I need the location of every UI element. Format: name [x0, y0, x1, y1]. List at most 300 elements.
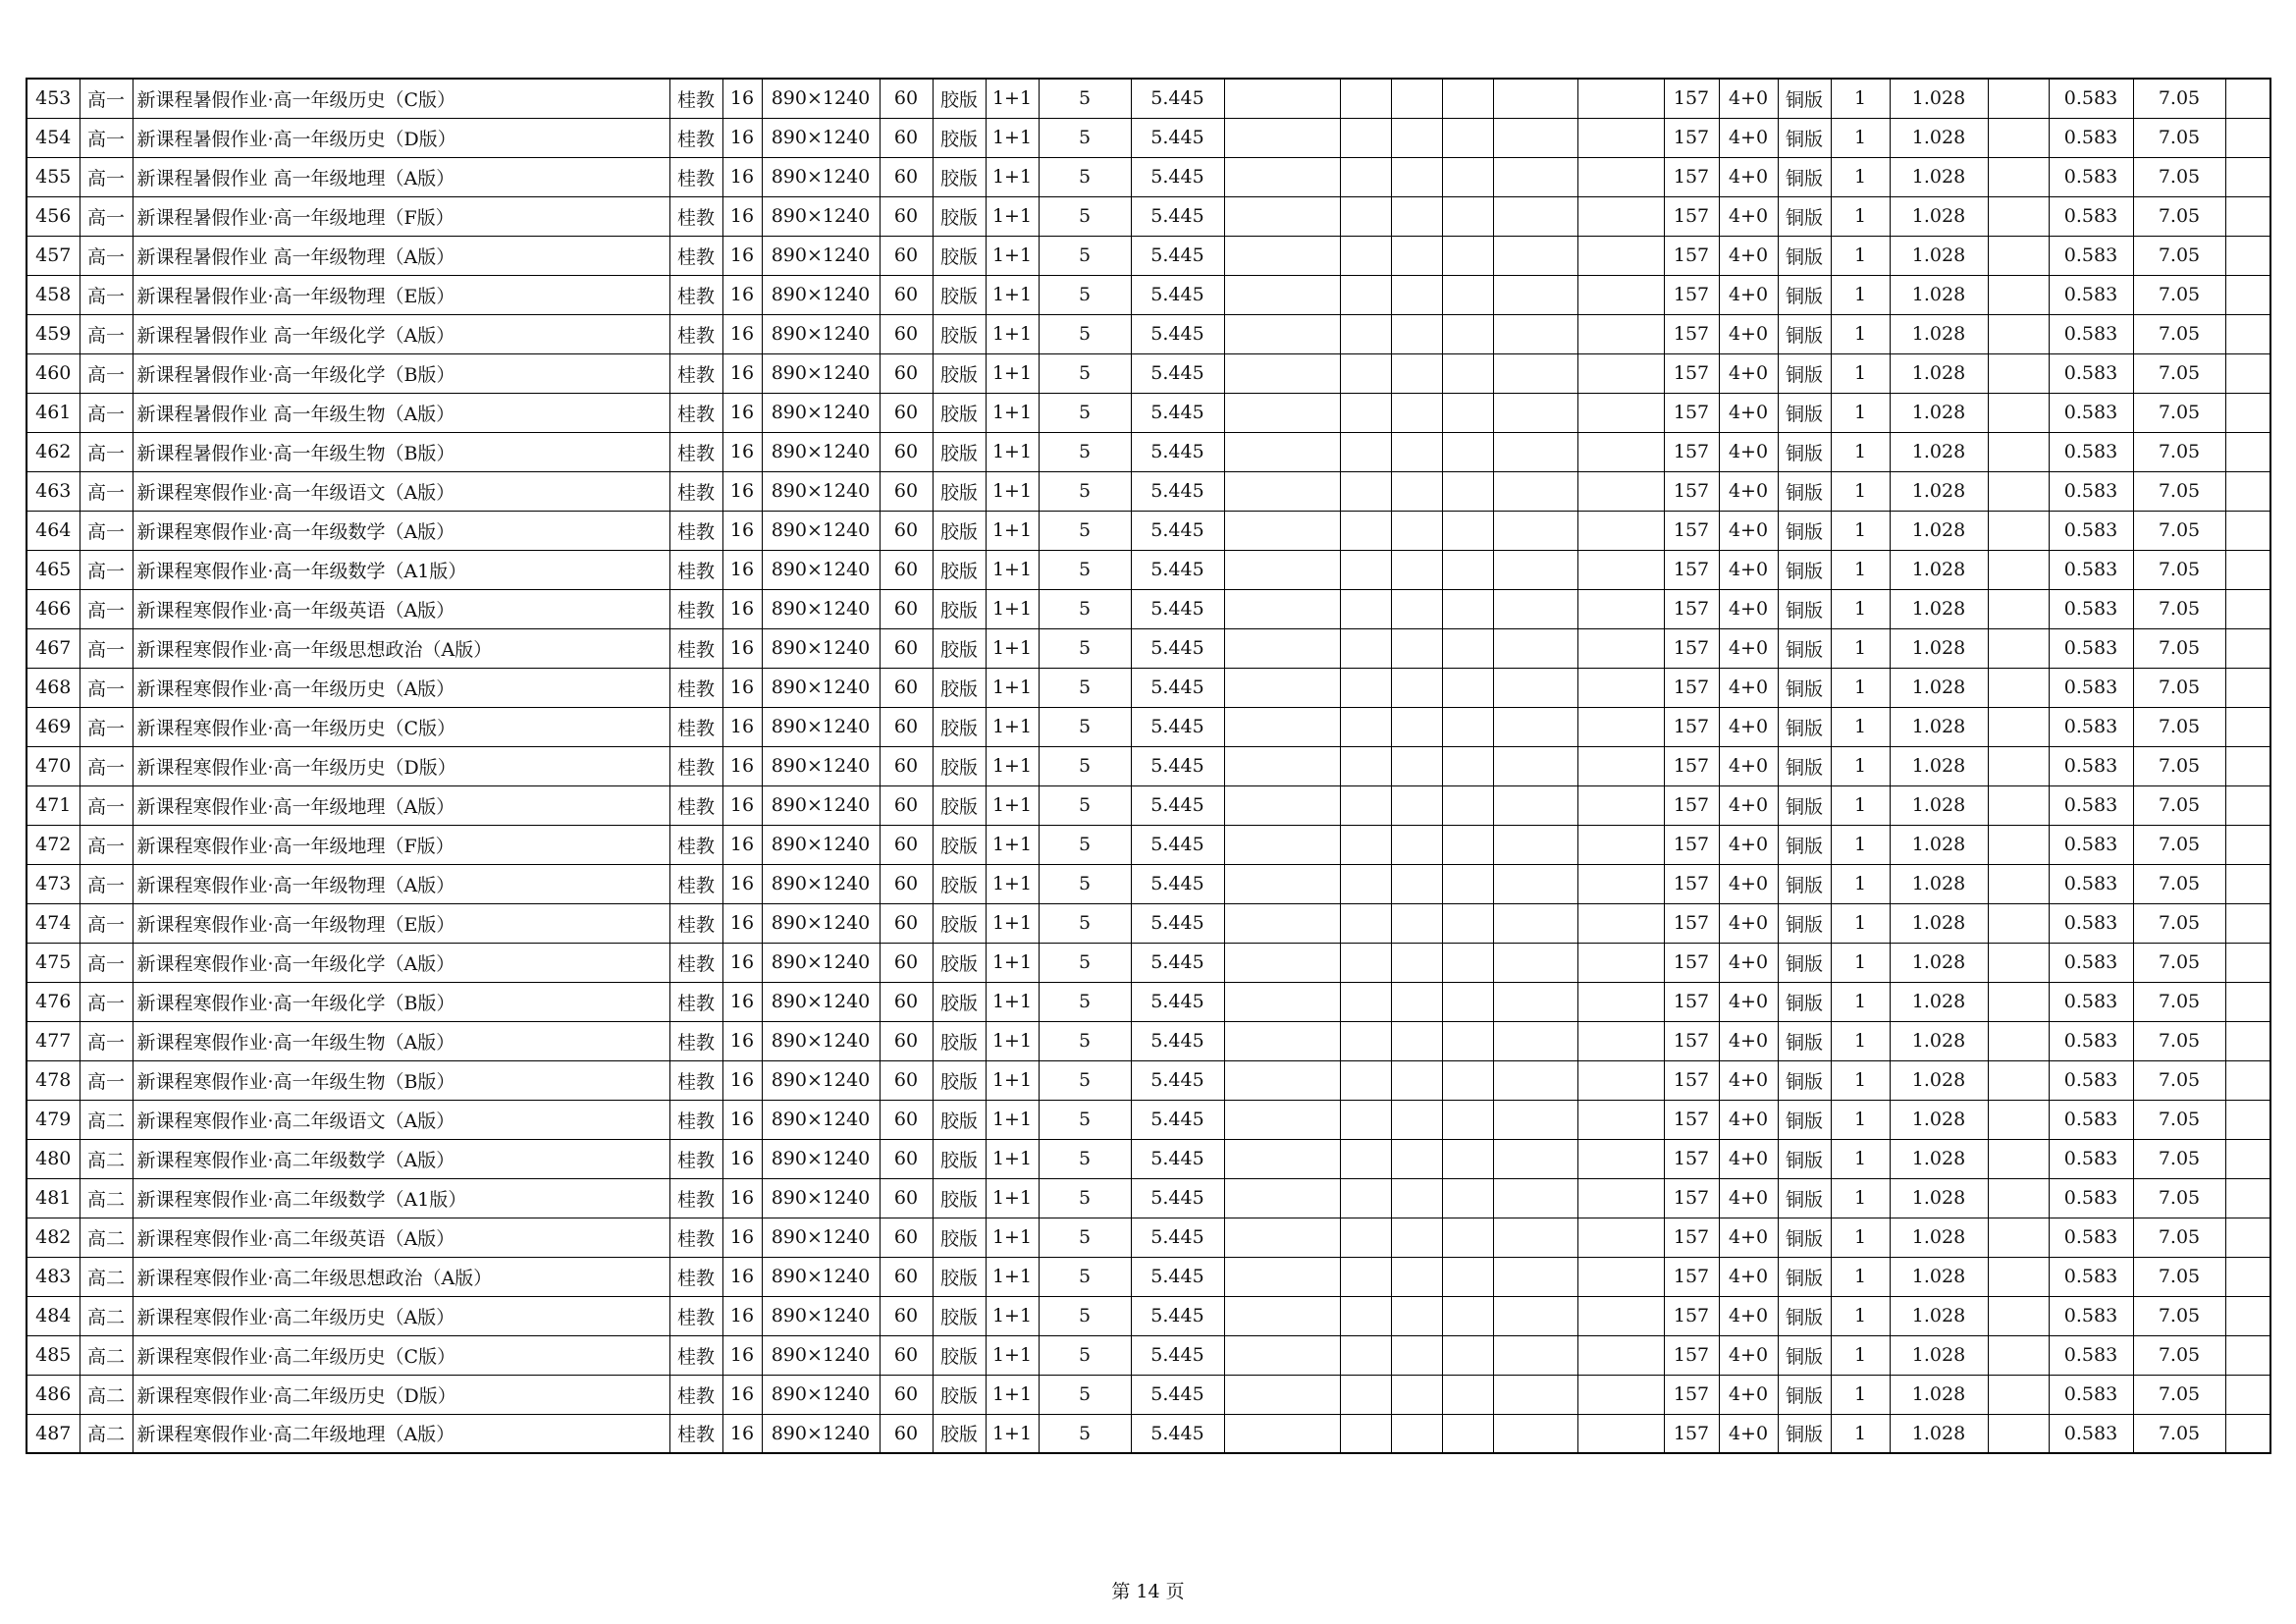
cell-title: 新课程暑假作业 高一年级地理（A版） [133, 157, 669, 196]
cell-pages: 60 [880, 1414, 933, 1453]
cell-price-a: 5.445 [1131, 236, 1224, 275]
cell-colors: 1+1 [986, 825, 1039, 864]
cell-blank-4 [1442, 1375, 1493, 1414]
cell-blank-5 [1493, 1178, 1577, 1218]
cell-cover-weight: 157 [1664, 1021, 1719, 1060]
cell-publisher: 桂教 [669, 825, 722, 864]
cell-index: 484 [27, 1296, 80, 1335]
cell-title: 新课程寒假作业·高二年级历史（A版） [133, 1296, 669, 1335]
cell-index: 465 [27, 550, 80, 589]
cell-cover-paper: 铜版 [1778, 707, 1831, 746]
cell-index: 476 [27, 982, 80, 1021]
cell-colors: 1+1 [986, 118, 1039, 157]
cell-blank-2 [1340, 236, 1391, 275]
price-table [26, 78, 2271, 1454]
cell-blank-1 [1224, 511, 1340, 550]
cell-total: 7.05 [2133, 353, 2225, 393]
cell-cost: 0.583 [2049, 1021, 2133, 1060]
cell-pages: 60 [880, 236, 933, 275]
cell-blank-3 [1391, 1257, 1442, 1296]
cell-paper-size: 890×1240 [762, 550, 880, 589]
cell-cover-weight: 157 [1664, 118, 1719, 157]
cell-format: 16 [722, 1335, 762, 1375]
cell-cost: 0.583 [2049, 1414, 2133, 1453]
cell-cover-colors: 4+0 [1719, 825, 1778, 864]
cell-cover-weight: 157 [1664, 1375, 1719, 1414]
cell-format: 16 [722, 589, 762, 628]
cell-cover-price: 1.028 [1890, 1178, 1988, 1218]
cell-index: 460 [27, 353, 80, 393]
cell-colors: 1+1 [986, 746, 1039, 785]
cell-blank-8 [2225, 668, 2270, 707]
cell-paper-type: 胶版 [933, 1375, 986, 1414]
cell-blank-8 [2225, 982, 2270, 1021]
cell-price-a: 5.445 [1131, 1375, 1224, 1414]
cell-paper-size: 890×1240 [762, 864, 880, 903]
cell-publisher: 桂教 [669, 864, 722, 903]
cell-grade: 高二 [80, 1178, 133, 1218]
cell-cover-colors: 4+0 [1719, 1335, 1778, 1375]
cell-blank-1 [1224, 628, 1340, 668]
cell-title: 新课程暑假作业·高一年级物理（E版） [133, 275, 669, 314]
cell-cover-colors: 4+0 [1719, 707, 1778, 746]
cell-blank-5 [1493, 1021, 1577, 1060]
table-row [27, 157, 2270, 196]
cell-cover-weight: 157 [1664, 707, 1719, 746]
cell-cost: 0.583 [2049, 668, 2133, 707]
cell-index: 456 [27, 196, 80, 236]
cell-total: 7.05 [2133, 628, 2225, 668]
cell-cover-price: 1.028 [1890, 1257, 1988, 1296]
cell-blank-3 [1391, 589, 1442, 628]
cell-price-a: 5.445 [1131, 157, 1224, 196]
cell-blank-5 [1493, 1296, 1577, 1335]
cell-pages: 60 [880, 157, 933, 196]
cell-blank-6 [1577, 511, 1664, 550]
cell-blank-5 [1493, 1060, 1577, 1100]
cell-blank-2 [1340, 982, 1391, 1021]
cell-publisher: 桂教 [669, 157, 722, 196]
cell-grade: 高二 [80, 1335, 133, 1375]
cell-paper-type: 胶版 [933, 1139, 986, 1178]
cell-colors: 1+1 [986, 1060, 1039, 1100]
cell-total: 7.05 [2133, 275, 2225, 314]
cell-blank-4 [1442, 314, 1493, 353]
cell-pages: 60 [880, 1257, 933, 1296]
table-row [27, 511, 2270, 550]
cell-cost: 0.583 [2049, 1335, 2133, 1375]
cell-cover-qty: 1 [1831, 196, 1890, 236]
table-row [27, 353, 2270, 393]
cell-cover-weight: 157 [1664, 785, 1719, 825]
cell-blank-1 [1224, 118, 1340, 157]
cell-cover-price: 1.028 [1890, 196, 1988, 236]
cell-sheets: 5 [1039, 1060, 1131, 1100]
cell-blank-8 [2225, 1178, 2270, 1218]
cell-blank-1 [1224, 668, 1340, 707]
cell-blank-1 [1224, 1178, 1340, 1218]
cell-cover-colors: 4+0 [1719, 157, 1778, 196]
cell-paper-size: 890×1240 [762, 393, 880, 432]
cell-blank-2 [1340, 196, 1391, 236]
cell-price-a: 5.445 [1131, 825, 1224, 864]
cell-sheets: 5 [1039, 1414, 1131, 1453]
table-row [27, 903, 2270, 943]
cell-blank-3 [1391, 668, 1442, 707]
table-row [27, 1100, 2270, 1139]
cell-publisher: 桂教 [669, 1335, 722, 1375]
cell-cover-price: 1.028 [1890, 903, 1988, 943]
cell-colors: 1+1 [986, 236, 1039, 275]
cell-cost: 0.583 [2049, 550, 2133, 589]
cell-publisher: 桂教 [669, 314, 722, 353]
cell-cover-paper: 铜版 [1778, 471, 1831, 511]
cell-sheets: 5 [1039, 628, 1131, 668]
cell-price-a: 5.445 [1131, 432, 1224, 471]
cell-blank-7 [1988, 746, 2049, 785]
cell-blank-3 [1391, 1296, 1442, 1335]
cell-blank-8 [2225, 1375, 2270, 1414]
cell-total: 7.05 [2133, 314, 2225, 353]
cell-paper-size: 890×1240 [762, 1257, 880, 1296]
cell-grade: 高二 [80, 1139, 133, 1178]
cell-cover-qty: 1 [1831, 157, 1890, 196]
table-row [27, 628, 2270, 668]
cell-blank-2 [1340, 864, 1391, 903]
cell-cover-paper: 铜版 [1778, 157, 1831, 196]
cell-blank-4 [1442, 982, 1493, 1021]
cell-cover-colors: 4+0 [1719, 982, 1778, 1021]
cell-grade: 高一 [80, 157, 133, 196]
cell-blank-8 [2225, 353, 2270, 393]
cell-blank-5 [1493, 864, 1577, 903]
cell-cover-weight: 157 [1664, 1178, 1719, 1218]
cell-format: 16 [722, 157, 762, 196]
cell-price-a: 5.445 [1131, 668, 1224, 707]
cell-index: 453 [27, 79, 80, 118]
cell-blank-1 [1224, 196, 1340, 236]
cell-pages: 60 [880, 1375, 933, 1414]
table-row [27, 825, 2270, 864]
cell-publisher: 桂教 [669, 943, 722, 982]
cell-total: 7.05 [2133, 550, 2225, 589]
cell-blank-3 [1391, 432, 1442, 471]
cell-colors: 1+1 [986, 668, 1039, 707]
cell-blank-1 [1224, 432, 1340, 471]
cell-format: 16 [722, 196, 762, 236]
cell-cost: 0.583 [2049, 1100, 2133, 1139]
table-row [27, 1178, 2270, 1218]
cell-grade: 高一 [80, 393, 133, 432]
cell-grade: 高一 [80, 236, 133, 275]
cell-pages: 60 [880, 550, 933, 589]
cell-colors: 1+1 [986, 1375, 1039, 1414]
cell-price-a: 5.445 [1131, 196, 1224, 236]
cell-blank-8 [2225, 1021, 2270, 1060]
cell-cover-colors: 4+0 [1719, 353, 1778, 393]
cell-publisher: 桂教 [669, 1218, 722, 1257]
cell-blank-3 [1391, 785, 1442, 825]
cell-pages: 60 [880, 1178, 933, 1218]
cell-blank-1 [1224, 236, 1340, 275]
cell-cover-weight: 157 [1664, 196, 1719, 236]
cell-format: 16 [722, 1178, 762, 1218]
cell-cover-colors: 4+0 [1719, 550, 1778, 589]
cell-blank-2 [1340, 785, 1391, 825]
cell-blank-2 [1340, 353, 1391, 393]
cell-paper-type: 胶版 [933, 236, 986, 275]
cell-price-a: 5.445 [1131, 353, 1224, 393]
cell-cover-price: 1.028 [1890, 1060, 1988, 1100]
cell-title: 新课程暑假作业·高一年级历史（C版） [133, 79, 669, 118]
cell-blank-6 [1577, 746, 1664, 785]
cell-blank-7 [1988, 1060, 2049, 1100]
cell-cover-price: 1.028 [1890, 707, 1988, 746]
cell-blank-6 [1577, 707, 1664, 746]
cell-format: 16 [722, 1100, 762, 1139]
cell-cover-weight: 157 [1664, 864, 1719, 903]
cell-blank-1 [1224, 982, 1340, 1021]
cell-blank-6 [1577, 864, 1664, 903]
cell-blank-6 [1577, 1375, 1664, 1414]
cell-grade: 高二 [80, 1257, 133, 1296]
cell-blank-3 [1391, 118, 1442, 157]
cell-cover-paper: 铜版 [1778, 589, 1831, 628]
cell-paper-size: 890×1240 [762, 275, 880, 314]
table-row [27, 1021, 2270, 1060]
cell-sheets: 5 [1039, 393, 1131, 432]
cell-title: 新课程暑假作业 高一年级物理（A版） [133, 236, 669, 275]
cell-blank-5 [1493, 825, 1577, 864]
cell-publisher: 桂教 [669, 550, 722, 589]
cell-colors: 1+1 [986, 550, 1039, 589]
cell-blank-4 [1442, 1100, 1493, 1139]
cell-cover-colors: 4+0 [1719, 1375, 1778, 1414]
cell-index: 477 [27, 1021, 80, 1060]
cell-blank-7 [1988, 903, 2049, 943]
cell-blank-1 [1224, 864, 1340, 903]
cell-paper-size: 890×1240 [762, 707, 880, 746]
cell-blank-5 [1493, 314, 1577, 353]
cell-blank-3 [1391, 943, 1442, 982]
cell-cover-qty: 1 [1831, 1178, 1890, 1218]
table-row [27, 589, 2270, 628]
cell-blank-1 [1224, 314, 1340, 353]
cell-cover-weight: 157 [1664, 1218, 1719, 1257]
cell-blank-5 [1493, 903, 1577, 943]
cell-publisher: 桂教 [669, 79, 722, 118]
cell-total: 7.05 [2133, 707, 2225, 746]
cell-paper-type: 胶版 [933, 1257, 986, 1296]
cell-blank-7 [1988, 589, 2049, 628]
cell-cover-colors: 4+0 [1719, 1021, 1778, 1060]
cell-format: 16 [722, 432, 762, 471]
cell-paper-size: 890×1240 [762, 1375, 880, 1414]
cell-cover-weight: 157 [1664, 157, 1719, 196]
cell-sheets: 5 [1039, 746, 1131, 785]
cell-cover-qty: 1 [1831, 825, 1890, 864]
cell-format: 16 [722, 1218, 762, 1257]
cell-total: 7.05 [2133, 1218, 2225, 1257]
cell-sheets: 5 [1039, 1375, 1131, 1414]
cell-pages: 60 [880, 746, 933, 785]
cell-blank-6 [1577, 1139, 1664, 1178]
cell-publisher: 桂教 [669, 1375, 722, 1414]
cell-publisher: 桂教 [669, 353, 722, 393]
cell-blank-1 [1224, 943, 1340, 982]
cell-cover-qty: 1 [1831, 1257, 1890, 1296]
cell-cover-paper: 铜版 [1778, 314, 1831, 353]
cell-blank-4 [1442, 275, 1493, 314]
cell-blank-8 [2225, 118, 2270, 157]
table-row [27, 1218, 2270, 1257]
cell-blank-8 [2225, 550, 2270, 589]
table-row [27, 668, 2270, 707]
cell-blank-6 [1577, 471, 1664, 511]
cell-colors: 1+1 [986, 157, 1039, 196]
cell-cover-price: 1.028 [1890, 1139, 1988, 1178]
cell-colors: 1+1 [986, 275, 1039, 314]
cell-blank-3 [1391, 982, 1442, 1021]
cell-title: 新课程暑假作业·高一年级地理（F版） [133, 196, 669, 236]
cell-title: 新课程寒假作业·高一年级数学（A版） [133, 511, 669, 550]
table-row [27, 196, 2270, 236]
cell-cover-qty: 1 [1831, 550, 1890, 589]
cell-cover-paper: 铜版 [1778, 236, 1831, 275]
cell-paper-size: 890×1240 [762, 746, 880, 785]
cell-cover-paper: 铜版 [1778, 825, 1831, 864]
cell-paper-type: 胶版 [933, 1178, 986, 1218]
cell-colors: 1+1 [986, 628, 1039, 668]
cell-cover-colors: 4+0 [1719, 511, 1778, 550]
cell-blank-8 [2225, 943, 2270, 982]
cell-title: 新课程暑假作业 高一年级化学（A版） [133, 314, 669, 353]
cell-format: 16 [722, 314, 762, 353]
cell-index: 455 [27, 157, 80, 196]
cell-blank-6 [1577, 982, 1664, 1021]
cell-cover-qty: 1 [1831, 1296, 1890, 1335]
cell-total: 7.05 [2133, 511, 2225, 550]
cell-cover-colors: 4+0 [1719, 118, 1778, 157]
cell-blank-2 [1340, 1178, 1391, 1218]
cell-blank-5 [1493, 668, 1577, 707]
cell-blank-2 [1340, 1335, 1391, 1375]
cell-cover-price: 1.028 [1890, 79, 1988, 118]
cell-cover-weight: 157 [1664, 746, 1719, 785]
cell-cover-colors: 4+0 [1719, 1139, 1778, 1178]
cell-blank-7 [1988, 393, 2049, 432]
cell-publisher: 桂教 [669, 903, 722, 943]
cell-colors: 1+1 [986, 1296, 1039, 1335]
cell-cover-weight: 157 [1664, 1335, 1719, 1375]
cell-blank-2 [1340, 157, 1391, 196]
cell-blank-6 [1577, 628, 1664, 668]
cell-paper-type: 胶版 [933, 707, 986, 746]
cell-blank-1 [1224, 1335, 1340, 1375]
cell-grade: 高一 [80, 471, 133, 511]
cell-paper-size: 890×1240 [762, 1139, 880, 1178]
cell-publisher: 桂教 [669, 746, 722, 785]
cell-blank-6 [1577, 196, 1664, 236]
cell-cover-colors: 4+0 [1719, 393, 1778, 432]
cell-grade: 高一 [80, 1060, 133, 1100]
cell-blank-5 [1493, 196, 1577, 236]
cell-title: 新课程寒假作业·高一年级物理（E版） [133, 903, 669, 943]
cell-pages: 60 [880, 589, 933, 628]
cell-paper-type: 胶版 [933, 1218, 986, 1257]
cell-pages: 60 [880, 1296, 933, 1335]
cell-cover-qty: 1 [1831, 903, 1890, 943]
cell-blank-3 [1391, 1021, 1442, 1060]
cell-cover-qty: 1 [1831, 471, 1890, 511]
cell-index: 480 [27, 1139, 80, 1178]
cell-paper-type: 胶版 [933, 982, 986, 1021]
cell-paper-type: 胶版 [933, 785, 986, 825]
cell-cost: 0.583 [2049, 432, 2133, 471]
cell-publisher: 桂教 [669, 1296, 722, 1335]
cell-cover-colors: 4+0 [1719, 903, 1778, 943]
cell-paper-type: 胶版 [933, 1335, 986, 1375]
cell-price-a: 5.445 [1131, 982, 1224, 1021]
cell-blank-5 [1493, 118, 1577, 157]
cell-pages: 60 [880, 1335, 933, 1375]
cell-cover-colors: 4+0 [1719, 275, 1778, 314]
cell-total: 7.05 [2133, 903, 2225, 943]
cell-pages: 60 [880, 1218, 933, 1257]
cell-title: 新课程寒假作业·高一年级地理（F版） [133, 825, 669, 864]
cell-cover-colors: 4+0 [1719, 1257, 1778, 1296]
cell-cover-paper: 铜版 [1778, 864, 1831, 903]
cell-paper-type: 胶版 [933, 589, 986, 628]
cell-blank-4 [1442, 432, 1493, 471]
cell-blank-7 [1988, 982, 2049, 1021]
cell-total: 7.05 [2133, 1139, 2225, 1178]
cell-blank-5 [1493, 746, 1577, 785]
cell-blank-6 [1577, 550, 1664, 589]
cell-cover-weight: 157 [1664, 1060, 1719, 1100]
cell-blank-1 [1224, 746, 1340, 785]
cell-blank-1 [1224, 1414, 1340, 1453]
cell-format: 16 [722, 79, 762, 118]
cell-cover-paper: 铜版 [1778, 1414, 1831, 1453]
cell-paper-size: 890×1240 [762, 1178, 880, 1218]
cell-colors: 1+1 [986, 471, 1039, 511]
cell-blank-8 [2225, 746, 2270, 785]
cell-pages: 60 [880, 785, 933, 825]
cell-paper-size: 890×1240 [762, 668, 880, 707]
cell-paper-size: 890×1240 [762, 157, 880, 196]
cell-blank-8 [2225, 1139, 2270, 1178]
cell-cover-qty: 1 [1831, 275, 1890, 314]
cell-cost: 0.583 [2049, 1218, 2133, 1257]
cell-blank-6 [1577, 1218, 1664, 1257]
cell-blank-4 [1442, 1139, 1493, 1178]
cell-grade: 高一 [80, 668, 133, 707]
cell-blank-8 [2225, 1257, 2270, 1296]
cell-cover-paper: 铜版 [1778, 1375, 1831, 1414]
cell-cover-paper: 铜版 [1778, 393, 1831, 432]
cell-cover-paper: 铜版 [1778, 196, 1831, 236]
cell-blank-4 [1442, 1178, 1493, 1218]
cell-price-a: 5.445 [1131, 79, 1224, 118]
cell-cover-weight: 157 [1664, 393, 1719, 432]
cell-paper-type: 胶版 [933, 864, 986, 903]
cell-cover-qty: 1 [1831, 1218, 1890, 1257]
cell-sheets: 5 [1039, 550, 1131, 589]
cell-index: 471 [27, 785, 80, 825]
cell-cost: 0.583 [2049, 1296, 2133, 1335]
cell-grade: 高一 [80, 314, 133, 353]
